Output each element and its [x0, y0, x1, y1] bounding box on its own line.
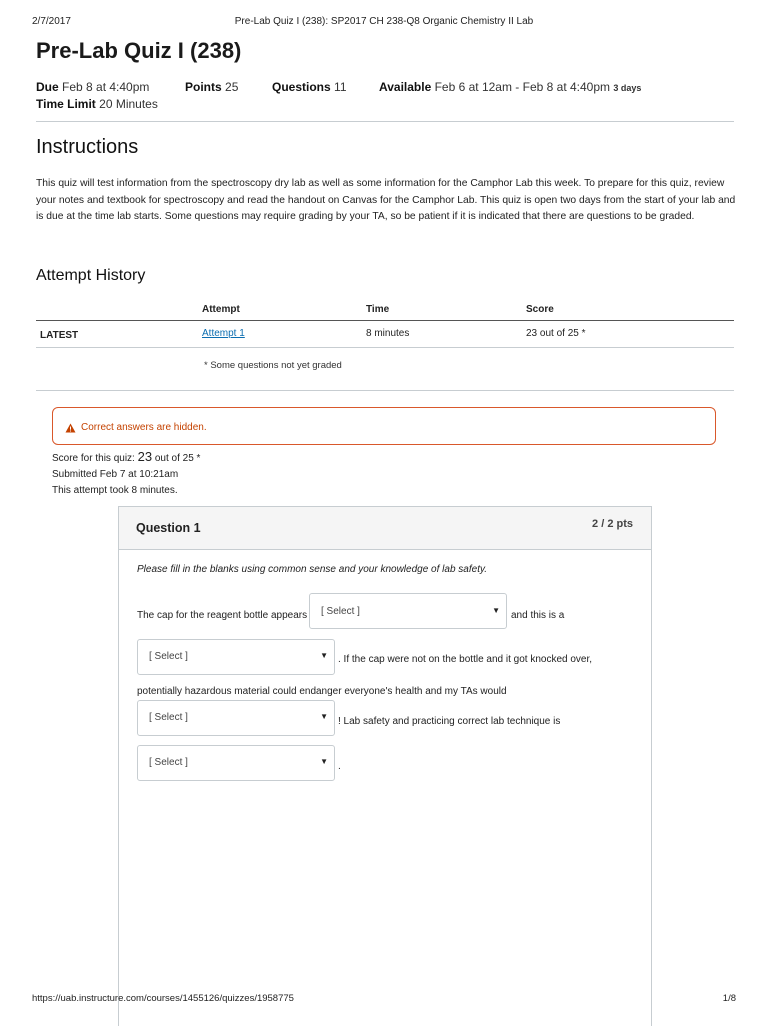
- score-out-of: out of 25 *: [154, 453, 201, 464]
- latest-label: LATEST: [40, 330, 79, 341]
- question-prompt: Please fill in the blanks using common sense and your knowledge of lab safety.: [137, 564, 488, 575]
- chevron-down-icon: ▼: [320, 757, 328, 766]
- select-value: [ Select ]: [149, 712, 188, 723]
- select-dropdown-3[interactable]: [137, 700, 335, 736]
- score-value: 23: [137, 449, 153, 464]
- answers-hidden-alert: [52, 407, 716, 445]
- print-date: 2/7/2017: [32, 16, 71, 27]
- table-row: [36, 321, 734, 348]
- available-label: Available: [379, 80, 432, 94]
- select-value: [ Select ]: [321, 606, 360, 617]
- instructions-text: This quiz will test information from the spectroscopy dry lab as well as some information for the Camphor Lab this week. To prepare for this quiz, review your notes and textbook for spectroscopy and read the handout on Canvas for the Camphor Lab. This quiz is open two days from the start of your lab and is due at the time lab starts. Some questions may require grading by your TA, so be patient if it is indicated that there are questions to be graded.: [36, 178, 736, 222]
- submitted-text: Submitted Feb 7 at 10:21am: [52, 469, 179, 480]
- attempt-score: 23 out of 25 *: [526, 328, 586, 339]
- chevron-down-icon: ▼: [320, 651, 328, 660]
- duration-text: This attempt took 8 minutes.: [52, 485, 178, 496]
- divider: [36, 121, 734, 122]
- question-points: 2 / 2 pts: [592, 518, 633, 530]
- question-text-1: The cap for the reagent bottle appears: [137, 610, 308, 621]
- divider: [36, 390, 734, 391]
- select-dropdown-1[interactable]: [309, 593, 507, 629]
- questions-label: Questions: [272, 80, 331, 94]
- points-value: 25: [225, 80, 239, 94]
- attempt-history-table: [36, 302, 734, 348]
- quiz-details: [36, 80, 736, 114]
- score-summary: [52, 449, 200, 499]
- instructions-heading: Instructions: [36, 136, 139, 158]
- table-header: [36, 302, 734, 321]
- page-number: 1/8: [722, 993, 736, 1004]
- select-value: [ Select ]: [149, 757, 188, 768]
- attempt-time: 8 minutes: [366, 328, 410, 339]
- column-header-attempt: Attempt: [202, 304, 240, 315]
- due-label: Due: [36, 80, 59, 94]
- question-text-5: ! Lab safety and practicing correct lab technique is: [338, 716, 561, 727]
- time-limit-value: 20 Minutes: [99, 97, 158, 111]
- column-header-score: Score: [526, 304, 554, 315]
- question-text-2: and this is a: [511, 610, 565, 621]
- chevron-down-icon: ▼: [320, 712, 328, 721]
- available-duration: 3 days: [613, 83, 642, 93]
- available-value: Feb 6 at 12am - Feb 8 at 4:40pm: [434, 80, 611, 94]
- score-label: Score for this quiz:: [52, 453, 135, 464]
- questions-value: 11: [334, 80, 347, 94]
- select-value: [ Select ]: [149, 651, 188, 662]
- select-dropdown-4[interactable]: [137, 745, 335, 781]
- question-title: Question 1: [136, 521, 201, 535]
- question-text-3: . If the cap were not on the bottle and it got knocked over,: [338, 654, 593, 665]
- question-header: [119, 507, 651, 550]
- print-title: Pre-Lab Quiz I (238): SP2017 CH 238-Q8 Organic Chemistry II Lab: [234, 16, 534, 27]
- question-text-6: .: [338, 761, 341, 772]
- alert-text: Correct answers are hidden.: [81, 422, 207, 433]
- print-url: https://uab.instructure.com/courses/1455126/quizzes/1958775: [32, 993, 294, 1004]
- due-value: Feb 8 at 4:40pm: [62, 80, 150, 94]
- ungraded-note: * Some questions not yet graded: [204, 360, 342, 371]
- time-limit-label: Time Limit: [36, 97, 96, 111]
- warning-icon: [65, 420, 76, 438]
- column-header-time: Time: [366, 304, 390, 315]
- chevron-down-icon: ▼: [492, 606, 500, 615]
- select-dropdown-2[interactable]: [137, 639, 335, 675]
- page-title: Pre-Lab Quiz I (238): [36, 38, 242, 63]
- attempt-1-link[interactable]: Attempt 1: [202, 328, 245, 339]
- points-label: Points: [185, 80, 222, 94]
- question-text-4: potentially hazardous material could endanger everyone's health and my TAs would: [137, 686, 507, 697]
- attempt-history-heading: Attempt History: [36, 267, 146, 284]
